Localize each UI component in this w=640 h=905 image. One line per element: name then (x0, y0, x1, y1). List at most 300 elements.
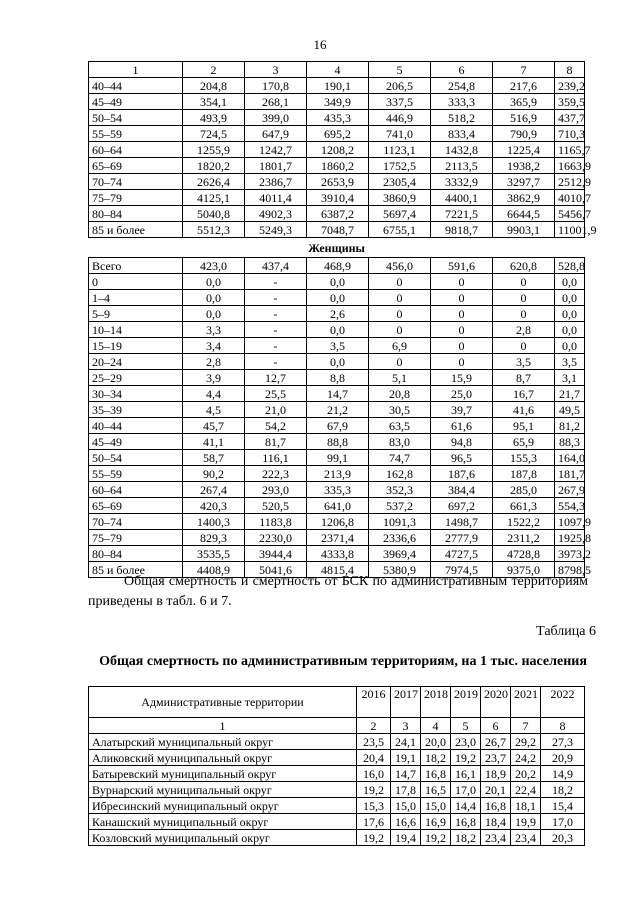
table-cell: 29,2 (511, 734, 541, 750)
table-cell: 19,2 (451, 750, 481, 766)
table-row (89, 290, 585, 306)
table-row (89, 338, 585, 354)
table-cell: 0,0 (183, 306, 245, 322)
row-label: 45–49 (89, 94, 183, 110)
table-cell: 1752,5 (369, 158, 431, 174)
table-cell: 18,2 (451, 830, 481, 846)
table-cell: 2305,4 (369, 174, 431, 190)
table-cell: 0 (431, 306, 493, 322)
table-row (89, 734, 585, 750)
table-cell: 2113,5 (431, 158, 493, 174)
table-row (89, 766, 585, 782)
table-cell: 0 (493, 306, 555, 322)
table-cell: 21,0 (245, 402, 307, 418)
table-cell: 162,8 (369, 466, 431, 482)
row-label: 75–79 (89, 530, 183, 546)
table-cell: 16,0 (357, 766, 391, 782)
table-cell: 0 (369, 306, 431, 322)
table-cell: 829,3 (183, 530, 245, 546)
table-cell: 641,0 (307, 498, 369, 514)
table-cell: 1255,9 (183, 142, 245, 158)
table-cell: 23,7 (481, 750, 511, 766)
table-cell: 19,9 (511, 814, 541, 830)
table-cell: 2,6 (307, 306, 369, 322)
table-cell: 187,6 (431, 466, 493, 482)
table-cell: 528,8 (555, 258, 585, 274)
year-header: 2016 (357, 687, 391, 718)
table-cell: 5249,3 (245, 222, 307, 238)
table-cell: 96,5 (431, 450, 493, 466)
table-cell: 337,5 (369, 94, 431, 110)
table-cell: 0 (431, 338, 493, 354)
table-cell: 661,3 (493, 498, 555, 514)
column-number: 1 (89, 718, 357, 734)
row-label: 65–69 (89, 498, 183, 514)
table-cell: 88,8 (307, 434, 369, 450)
table-cell: 3860,9 (369, 190, 431, 206)
table-cell: 697,2 (431, 498, 493, 514)
table-header-row (89, 687, 585, 718)
table-cell: 16,5 (421, 782, 451, 798)
table-cell: - (245, 322, 307, 338)
table-cell: 2386,7 (245, 174, 307, 190)
table-cell: 365,9 (493, 94, 555, 110)
table-cell: 1183,8 (245, 514, 307, 530)
table-cell: 20,2 (511, 766, 541, 782)
table-cell: 0,0 (555, 306, 585, 322)
row-label: 30–34 (89, 386, 183, 402)
table-cell: 3,5 (307, 338, 369, 354)
column-number: 6 (481, 718, 511, 734)
table-row (89, 190, 585, 206)
table-cell: 5041,6 (245, 562, 307, 578)
table-cell: 16,8 (481, 798, 511, 814)
table-cell: 11001,9 (555, 222, 585, 238)
table-cell: 19,2 (357, 830, 391, 846)
table-row (89, 530, 585, 546)
table-cell: 22,4 (511, 782, 541, 798)
table-cell: 1522,2 (493, 514, 555, 530)
row-label: 65–69 (89, 158, 183, 174)
row-label: 40–44 (89, 78, 183, 94)
table-cell: 2336,6 (369, 530, 431, 546)
table-row (89, 434, 585, 450)
table-cell: 0 (369, 354, 431, 370)
table-cell: 4400,1 (431, 190, 493, 206)
table-cell: 3,3 (183, 322, 245, 338)
table-cell: 0,0 (307, 322, 369, 338)
row-label: 70–74 (89, 174, 183, 190)
table-cell: 2512,9 (555, 174, 585, 190)
table-cell: 0 (493, 274, 555, 290)
table-cell: 0 (493, 290, 555, 306)
table-cell: 0,0 (555, 290, 585, 306)
table-cell: 620,8 (493, 258, 555, 274)
table-cell: 1498,7 (431, 514, 493, 530)
table-cell: 190,1 (307, 78, 369, 94)
table-row (89, 370, 585, 386)
table-cell: 285,0 (493, 482, 555, 498)
table-cell: 1097,9 (555, 514, 585, 530)
table-cell: 335,3 (307, 482, 369, 498)
table-cell: - (245, 290, 307, 306)
table-cell: 25,0 (431, 386, 493, 402)
table-cell: 1925,8 (555, 530, 585, 546)
table-row (89, 418, 585, 434)
table-cell: 2777,9 (431, 530, 493, 546)
row-label: 10–14 (89, 322, 183, 338)
table-cell: 16,1 (451, 766, 481, 782)
column-number: 2 (357, 718, 391, 734)
table-row (89, 830, 585, 846)
row-label: 40–44 (89, 418, 183, 434)
table-cell: 20,0 (421, 734, 451, 750)
row-label: 25–29 (89, 370, 183, 386)
table-row (89, 386, 585, 402)
page-number: 16 (313, 37, 327, 52)
table-cell: 2653,9 (307, 174, 369, 190)
table-cell: 456,0 (369, 258, 431, 274)
column-number: 6 (431, 62, 493, 78)
table-row (89, 158, 585, 174)
table-cell: 5512,3 (183, 222, 245, 238)
table-cell: 16,7 (493, 386, 555, 402)
table-cell: 81,7 (245, 434, 307, 450)
table-cell: 217,6 (493, 78, 555, 94)
table-cell: 399,0 (245, 110, 307, 126)
table-cell: 16,6 (391, 814, 421, 830)
table-cell: 4011,4 (245, 190, 307, 206)
section-row (89, 238, 585, 258)
column-number: 8 (555, 62, 585, 78)
table-cell: 54,2 (245, 418, 307, 434)
table-cell: 268,1 (245, 94, 307, 110)
table-cell: 23,4 (511, 830, 541, 846)
table-cell: 6755,1 (369, 222, 431, 238)
row-label: 85 и более (89, 562, 183, 578)
table-cell: 0 (493, 338, 555, 354)
table-cell: 8,8 (307, 370, 369, 386)
column-number: 4 (421, 718, 451, 734)
table-cell: 4,4 (183, 386, 245, 402)
year-header: 2019 (451, 687, 481, 718)
table-cell: 1860,2 (307, 158, 369, 174)
table-cell: 16,8 (421, 766, 451, 782)
table-cell: - (245, 306, 307, 322)
table-cell: 2371,4 (307, 530, 369, 546)
table-cell: 2,8 (183, 354, 245, 370)
table-cell: 4125,1 (183, 190, 245, 206)
table-cell: 1242,7 (245, 142, 307, 158)
table-cell: 170,8 (245, 78, 307, 94)
column-number: 2 (183, 62, 245, 78)
table-row (89, 466, 585, 482)
table-cell: 0 (431, 354, 493, 370)
table-cell: 20,9 (541, 750, 585, 766)
table-cell: 7974,5 (431, 562, 493, 578)
territory-name: Вурнарский муниципальный округ (89, 782, 357, 798)
table-cell: 5,1 (369, 370, 431, 386)
table-cell: 15,0 (421, 798, 451, 814)
table-cell: 1091,3 (369, 514, 431, 530)
table-cell: 21,2 (307, 402, 369, 418)
table-cell: 9375,0 (493, 562, 555, 578)
row-label: Всего (89, 258, 183, 274)
table-cell: 5380,9 (369, 562, 431, 578)
table-cell: 554,3 (555, 498, 585, 514)
table-cell: 6387,2 (307, 206, 369, 222)
table-cell: 437,4 (245, 258, 307, 274)
table-cell: 15,4 (541, 798, 585, 814)
table-cell: 9818,7 (431, 222, 493, 238)
territory-name: Ибресинский муниципальный округ (89, 798, 357, 814)
table-cell: 1938,2 (493, 158, 555, 174)
table-cell: 24,1 (391, 734, 421, 750)
column-number-row (89, 718, 585, 734)
table-row (89, 782, 585, 798)
table-cell: 15,9 (431, 370, 493, 386)
territory-name: Козловский муниципальный округ (89, 830, 357, 846)
column-number: 3 (391, 718, 421, 734)
table-cell: 0,0 (555, 322, 585, 338)
table-cell: 58,7 (183, 450, 245, 466)
table-cell: 155,3 (493, 450, 555, 466)
row-label: 85 и более (89, 222, 183, 238)
table-cell: 20,3 (541, 830, 585, 846)
mortality-by-territory-table (88, 686, 585, 846)
table-row (89, 110, 585, 126)
table-cell: 5456,7 (555, 206, 585, 222)
column-number: 1 (89, 62, 183, 78)
row-label: 80–84 (89, 206, 183, 222)
column-number: 8 (541, 718, 585, 734)
table-cell: 352,3 (369, 482, 431, 498)
table-cell: 94,8 (431, 434, 493, 450)
table-cell: 493,9 (183, 110, 245, 126)
table-row (89, 306, 585, 322)
table-cell: 17,6 (357, 814, 391, 830)
table-cell: 222,3 (245, 466, 307, 482)
header-territories: Административные территории (89, 687, 357, 718)
table-title: Общая смертность по административным территориям, на 1 тыс. населения (99, 654, 587, 669)
table-cell: 1432,8 (431, 142, 493, 158)
table-row (89, 798, 585, 814)
table-cell: 49,5 (555, 402, 585, 418)
table-cell: 3332,9 (431, 174, 493, 190)
table-cell: 724,5 (183, 126, 245, 142)
table-cell: 3,4 (183, 338, 245, 354)
table-row (89, 482, 585, 498)
table-cell: 81,2 (555, 418, 585, 434)
table-cell: 1663,9 (555, 158, 585, 174)
table-row (89, 78, 585, 94)
table-cell: 3535,5 (183, 546, 245, 562)
year-header: 2020 (481, 687, 511, 718)
table-cell: 20,4 (357, 750, 391, 766)
table-cell: 516,9 (493, 110, 555, 126)
column-number: 5 (369, 62, 431, 78)
table-cell: 710,3 (555, 126, 585, 142)
row-label: 35–39 (89, 402, 183, 418)
table-cell: 3973,2 (555, 546, 585, 562)
table-row (89, 94, 585, 110)
table-cell: 3297,7 (493, 174, 555, 190)
table-cell: 1801,7 (245, 158, 307, 174)
table-cell: 41,6 (493, 402, 555, 418)
table-cell: 30,5 (369, 402, 431, 418)
body-paragraph (88, 572, 588, 612)
table-row (89, 126, 585, 142)
table-cell: 437,7 (555, 110, 585, 126)
table-cell: 18,2 (421, 750, 451, 766)
row-label: 5–9 (89, 306, 183, 322)
paragraph-text: Общая смертность и смертность от БСК по административным территориям приведены в табл. 6 и 7. (88, 574, 588, 609)
table-cell: 164,0 (555, 450, 585, 466)
table-cell: 3944,4 (245, 546, 307, 562)
table-cell: 99,1 (307, 450, 369, 466)
table-cell: 0,0 (307, 290, 369, 306)
table-row (89, 142, 585, 158)
table-cell: 18,4 (481, 814, 511, 830)
table-cell: 16,9 (421, 814, 451, 830)
table-cell: 17,0 (451, 782, 481, 798)
table-row (89, 498, 585, 514)
table-cell: 239,2 (555, 78, 585, 94)
table-cell: 6644,5 (493, 206, 555, 222)
table-cell: 0,0 (307, 354, 369, 370)
table-row (89, 258, 585, 274)
column-number: 4 (307, 62, 369, 78)
table-cell: 74,7 (369, 450, 431, 466)
table-cell: 7048,7 (307, 222, 369, 238)
table-cell: 18,9 (481, 766, 511, 782)
table-cell: 61,6 (431, 418, 493, 434)
table-cell: 14,7 (391, 766, 421, 782)
year-header: 2018 (421, 687, 451, 718)
table-cell: 267,4 (183, 482, 245, 498)
row-label: 60–64 (89, 482, 183, 498)
table-cell: 0,0 (555, 338, 585, 354)
table-cell: 206,5 (369, 78, 431, 94)
table-cell: 537,2 (369, 498, 431, 514)
row-label: 1–4 (89, 290, 183, 306)
table-cell: 4902,3 (245, 206, 307, 222)
table-cell: 14,4 (451, 798, 481, 814)
table-cell: 4815,4 (307, 562, 369, 578)
table-row (89, 222, 585, 238)
table-cell: 790,9 (493, 126, 555, 142)
table-cell: 63,5 (369, 418, 431, 434)
table-cell: 83,0 (369, 434, 431, 450)
table-cell: 19,1 (391, 750, 421, 766)
table-cell: 26,7 (481, 734, 511, 750)
row-label: 70–74 (89, 514, 183, 530)
row-label: 80–84 (89, 546, 183, 562)
table-cell: 2311,2 (493, 530, 555, 546)
table-cell: 3910,4 (307, 190, 369, 206)
table-cell: 17,0 (541, 814, 585, 830)
table-cell: 181,7 (555, 466, 585, 482)
table-cell: 12,7 (245, 370, 307, 386)
table-cell: 354,1 (183, 94, 245, 110)
table-cell: 0,0 (307, 274, 369, 290)
table-cell: 88,3 (555, 434, 585, 450)
mortality-by-age-table (88, 61, 597, 578)
table-cell: 2626,4 (183, 174, 245, 190)
table-row (89, 354, 585, 370)
table-cell: 0 (431, 274, 493, 290)
table-cell: 23,4 (481, 830, 511, 846)
table-cell: 5040,8 (183, 206, 245, 222)
table-cell: 8798,5 (555, 562, 585, 578)
table-cell: 267,9 (555, 482, 585, 498)
table-cell: 19,2 (421, 830, 451, 846)
table-cell: 3969,4 (369, 546, 431, 562)
table-row (89, 514, 585, 530)
table-cell: 5697,4 (369, 206, 431, 222)
year-header: 2017 (391, 687, 421, 718)
table-row (89, 322, 585, 338)
table-cell: 3,1 (555, 370, 585, 386)
territory-name: Батыревский муниципальный округ (89, 766, 357, 782)
table-cell: 65,9 (493, 434, 555, 450)
column-number: 3 (245, 62, 307, 78)
table-cell: 4333,8 (307, 546, 369, 562)
table-cell: 1225,4 (493, 142, 555, 158)
table-cell: 0,0 (183, 290, 245, 306)
table-cell: 741,0 (369, 126, 431, 142)
table-cell: 17,8 (391, 782, 421, 798)
table-cell: 27,3 (541, 734, 585, 750)
table-cell: 3,5 (555, 354, 585, 370)
table-row (89, 750, 585, 766)
table-cell: 23,5 (357, 734, 391, 750)
section-heading: Женщины (89, 238, 585, 258)
table-cell: - (245, 274, 307, 290)
table-cell: 1165,7 (555, 142, 585, 158)
table-cell: 384,4 (431, 482, 493, 498)
table-cell: 16,8 (451, 814, 481, 830)
table-cell: 254,8 (431, 78, 493, 94)
table-cell: 18,1 (511, 798, 541, 814)
table-cell: 45,7 (183, 418, 245, 434)
row-label: 75–79 (89, 190, 183, 206)
table-label: Таблица 6 (536, 624, 596, 639)
row-label: 55–59 (89, 466, 183, 482)
year-header: 2021 (511, 687, 541, 718)
row-label: 50–54 (89, 110, 183, 126)
table-row (89, 402, 585, 418)
table-cell: 90,2 (183, 466, 245, 482)
territory-name: Аликовский муниципальный округ (89, 750, 357, 766)
table-cell: 420,3 (183, 498, 245, 514)
row-label: 60–64 (89, 142, 183, 158)
table-cell: 1400,3 (183, 514, 245, 530)
table-cell: 359,5 (555, 94, 585, 110)
table-cell: 0 (369, 322, 431, 338)
table-cell: 293,0 (245, 482, 307, 498)
row-label: 20–24 (89, 354, 183, 370)
row-label: 0 (89, 274, 183, 290)
row-label: 15–19 (89, 338, 183, 354)
table-cell: 333,3 (431, 94, 493, 110)
table-cell: 95,1 (493, 418, 555, 434)
table-cell: 435,3 (307, 110, 369, 126)
table-row (89, 546, 585, 562)
table-cell: 423,0 (183, 258, 245, 274)
table-cell: 2,8 (493, 322, 555, 338)
table-cell: 6,9 (369, 338, 431, 354)
